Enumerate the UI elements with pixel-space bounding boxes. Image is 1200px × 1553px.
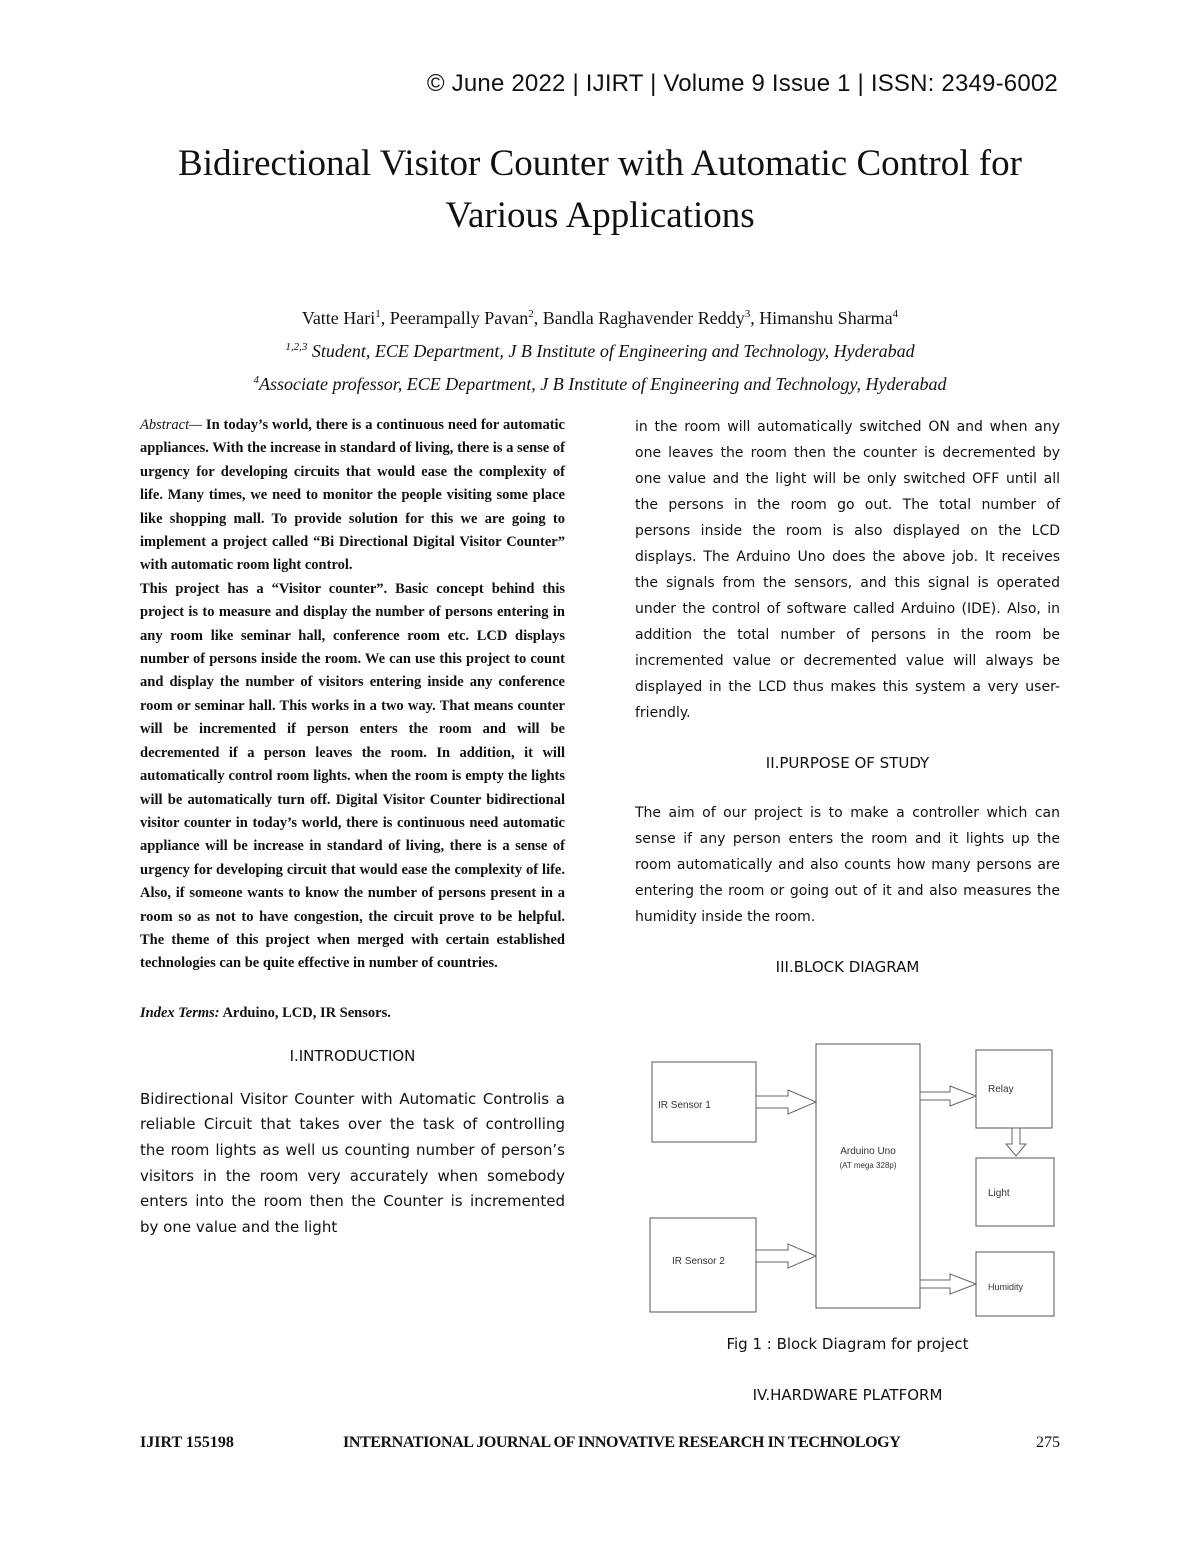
left-column [140,414,565,1241]
affiliation-2 [100,366,1100,399]
arrow-ir1-to-arduino [756,1090,816,1114]
arrow-arduino-to-relay [920,1086,976,1106]
paper-title [100,138,1100,242]
index-terms-lead: Index Terms: [140,1004,220,1021]
relay-label: Relay [988,1084,1014,1095]
abstract-lead: Abstract— [140,417,203,433]
page-footer [140,1434,1060,1458]
footer-paper-id: IJIRT 155198 [140,1434,234,1451]
author-sup: 1 [375,308,381,320]
arduino-label: Arduino Uno [840,1146,896,1157]
right-column [635,414,1060,980]
index-terms [140,1002,565,1025]
title-line-1: Bidirectional Visitor Counter with Automatic Control for [178,143,1022,184]
section-heading-purpose: II.PURPOSE OF STUDY [765,754,930,772]
author-name: , Bandla Raghavender Reddy [533,308,745,328]
ir-sensor-1-label: IR Sensor 1 [658,1100,711,1111]
index-terms-value: Arduino, LCD, IR Sensors. [219,1004,391,1021]
page-number: 275 [1036,1434,1060,1451]
author-block [100,300,1100,399]
author-name: , Peerampally Pavan [380,308,529,328]
arrow-ir2-to-arduino [756,1244,816,1268]
title-line-2: Various Applications [445,195,755,236]
introduction-continued: in the room will automatically switched ON and when any one leaves the room then the counter is decremented by one value and the light will be only switched OFF until all the persons in the room go out. The total number of persons inside the room is also displayed on the LCD displays. The Arduino Uno does the above job. It receives the signals from the sensors, and this signal is operated under the control of software called Arduino (IDE). Also, in addition the total number of persons in the room be incremented value or decremented value will always be displayed in the LCD thus makes this system a very user-friendly. [635,419,1060,721]
section-heading-hardware: IV.HARDWARE PLATFORM [752,1386,943,1404]
author-name: Vatte Hari [301,308,376,328]
arrow-arduino-to-humidity [920,1274,976,1294]
purpose-text: The aim of our project is to make a controller which can sense if any person enters the room and it lights up the room automatically and also counts how many persons are entering the room or going out of it and also measures the humidity inside the room. [635,805,1060,925]
introduction-text: Bidirectional Visitor Counter with Automatic Controlis a reliable Circuit that takes over the task of controlling the room lights as well us counting number of person’s visitors in the room very accurately when somebody enters into the room then the Counter is incremented by one value and the light [140,1089,565,1237]
journal-header: © June 2022 | IJIRT | Volume 9 Issue 1 | ISSN: 2349-6002 [426,70,1058,97]
humidity-label: Humidity [988,1282,1024,1292]
author-sup: 3 [744,308,751,320]
affiliation-sup: 4 [253,374,259,386]
ir-sensor-2-label: IR Sensor 2 [672,1256,725,1267]
abstract-paragraph-2: This project has a “Visitor counter”. Basic concept behind this project is to measure and display the number of persons entering in any room like seminar hall, conference room etc. LCD displays number of persons inside the room. We can use this project to count and display the number of visitors entering inside any conference room or seminar hall. This works in a two way. That means counter will be incremented if person enters the room and will be decremented if a person leaves the room. In addition, it will automatically control room lights. when the room is empty the lights will be automatically turn off. Digital Visitor Counter bidirectional visitor counter in today’s world, there is continuous need automatic appliance will be increase in standard of living, there is a sense of urgency for developing circuit that would ease the complexity of life. Also, if someone wants to know the number of persons present in a room so as not to have congestion, the circuit prove to be helpful. The theme of this project when merged with certain established technologies can be quite effective in number of countries. [140,580,565,972]
affiliation-text: Student, ECE Department, J B Institute of Engineering and Technology, Hyderabad [307,341,915,361]
affiliation-text: Associate professor, ECE Department, J B Institute of Engineering and Technology, Hyderabad [258,374,947,394]
arduino-box [816,1044,920,1308]
author-sup: 4 [892,308,899,320]
section-heading-block-diagram: III.BLOCK DIAGRAM [775,958,920,976]
abstract-text: In today’s world, there is a continuous need for automatic appliances. With the increase in standard of living, there is a sense of urgency for developing circuits that would ease the complexity of life. Many times, we need to monitor the people visiting some place like shopping mall. To provide solution for this we are going to implement a project called “Bi Directional Digital Visitor Counter” with automatic room light control. [140,417,565,574]
author-sup: 2 [528,308,534,320]
figure-caption: Fig 1 : Block Diagram for project [726,1335,969,1353]
affiliation-sup: 1,2,3 [285,341,308,353]
author-list [100,300,1100,333]
author-name: , Himanshu Sharma [750,308,893,328]
light-label: Light [988,1188,1010,1199]
affiliation-1 [100,333,1100,366]
section-heading-introduction: I.INTRODUCTION [289,1047,416,1066]
arduino-sublabel: (AT mega 328p) [839,1161,897,1170]
arrow-relay-to-light [1006,1128,1026,1156]
footer-journal-name: INTERNATIONAL JOURNAL OF INNOVATIVE RESEARCH IN TECHNOLOGY [343,1434,901,1451]
abstract [140,414,565,578]
block-diagram [640,1040,1070,1330]
